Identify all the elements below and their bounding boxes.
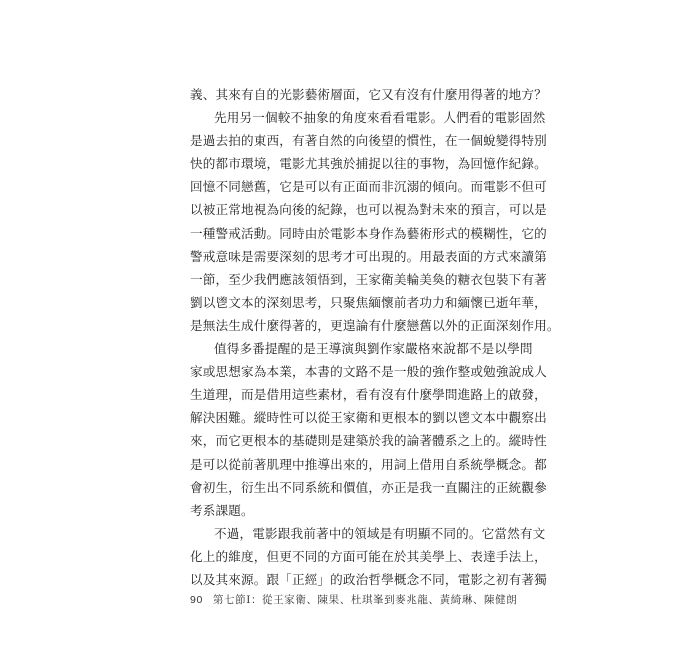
text-line: 值得多番提醒的是王導演與劉作家嚴格來說都不是以學問 (214, 341, 533, 357)
text-line: 是可以從前著肌理中推導出來的，用詞上借用自系統學概念。都 (190, 456, 547, 472)
text-line: 來，而它更根本的基礎則是建築於我的論著體系之上的。縱時性 (190, 433, 547, 449)
text-line: 化上的維度，但更不同的方面可能在於其美學上、表達手法上， (190, 548, 547, 564)
text-line: 考系課題。 (190, 502, 254, 518)
text-line: 劉以鬯文本的深刻思考，只聚焦緬懷前者功力和緬懷已逝年華， (190, 294, 547, 310)
text-line: 是過去拍的東西，有著自然的向後望的慣性，在一個蛻變得特別 (190, 133, 547, 149)
text-line: 一節，至少我們應該領悟到，王家衛美輪美奐的糖衣包裝下有著 (190, 271, 547, 287)
text-line: 快的都市環境，電影尤其強於捕捉以往的事物，為回憶作紀錄。 (190, 156, 547, 172)
text-line: 是無法生成什麼得著的，更遑論有什麼戀舊以外的正面深刻作用。 (190, 317, 560, 333)
text-line: 會初生，衍生出不同系統和價值，亦正是我一直關注的正統觀參 (190, 479, 547, 495)
text-line: 義、其來有自的光影藝術層面，它又有沒有什麼用得著的地方？ (190, 87, 547, 102)
running-title: 第七節I：從王家衛、陳果、杜琪峯到麥兆龍、黃綺琳、陳健朗 (212, 594, 518, 606)
text-line: 不過，電影跟我前著中的領域是有明顯不同的。它當然有文 (214, 525, 546, 541)
text-line: 警戒意味是需要深刻的思考才可出現的。用最表面的方式來讀第 (190, 248, 547, 264)
text-line: 家或思想家為本業，本書的文路不是一般的強作整或勉強說成人 (190, 364, 547, 380)
text-line: 回憶不同戀舊，它是可以有正面而非沉溺的傾向。而電影不但可 (190, 179, 547, 195)
text-line: 先用另一個較不抽象的角度來看看電影。人們看的電影固然 (214, 110, 546, 126)
text-line: 生道理，而是借用這些素材，看有沒有什麼學問進路上的啟發， (190, 387, 547, 403)
page-number: 90 (190, 594, 203, 606)
text-line: 以及其來源。跟「正經」的政治哲學概念不同，電影之初有著獨 (190, 571, 547, 587)
text-line: 以被正常地視為向後的紀錄，也可以視為對未來的預言，可以是 (190, 202, 547, 218)
text-line: 解決困難。縱時性可以從王家衛和更根本的劉以鬯文本中觀察出 (190, 410, 547, 426)
page-footer (190, 592, 530, 607)
body-text (190, 83, 560, 591)
text-line: 一種警戒活動。同時由於電影本身作為藝術形式的模糊性，它的 (190, 225, 547, 241)
